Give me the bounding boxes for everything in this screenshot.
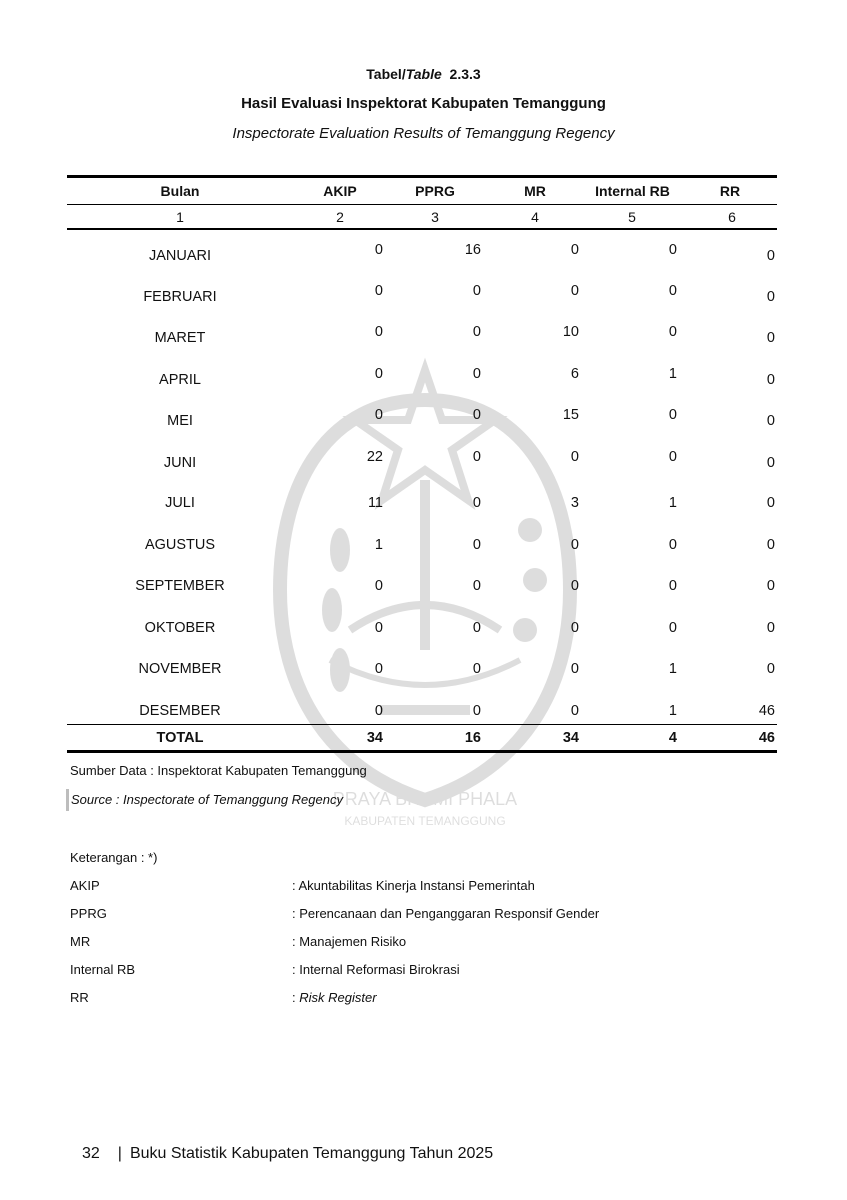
table-row — [0, 321, 847, 346]
cell-mr: 15 — [562, 407, 579, 423]
note-item — [70, 960, 770, 980]
cell-mr: 0 — [570, 537, 579, 553]
colnum-2: 2 — [336, 209, 344, 225]
cell-internal-rb: 0 — [668, 449, 677, 465]
cell-internal-rb: 0 — [668, 283, 677, 299]
cell-month: JANUARI — [148, 248, 212, 264]
cell-pprg: 0 — [472, 366, 481, 382]
header-bulan: Bulan — [160, 183, 200, 199]
cell-pprg: 0 — [472, 283, 481, 299]
cell-pprg: 0 — [472, 324, 481, 340]
cell-month: DESEMBER — [139, 703, 221, 719]
cell-rr: 0 — [766, 495, 775, 511]
cell-total-pprg: 16 — [464, 730, 481, 746]
table-row — [0, 658, 847, 680]
cell-total-label: TOTAL — [156, 730, 204, 746]
watermark-motto: PRAYA BHUMI PHALA — [332, 789, 518, 809]
cell-internal-rb: 1 — [668, 661, 677, 677]
cell-mr: 0 — [570, 578, 579, 594]
cell-total-internal-rb: 4 — [668, 730, 677, 746]
source-english: Source : Inspectorate of Temanggung Regency — [66, 789, 343, 811]
table-row — [0, 492, 847, 514]
note-key: RR — [70, 990, 89, 1005]
cell-rr: 0 — [766, 289, 775, 305]
cell-akip: 1 — [374, 537, 383, 553]
note-key: Internal RB — [70, 962, 136, 977]
footer-book-title: Buku Statistik Kabupaten Temanggung Tahun 2025 — [129, 1145, 494, 1162]
cell-internal-rb: 0 — [668, 578, 677, 594]
cell-pprg: 0 — [472, 620, 481, 636]
footer-separator: | — [117, 1145, 122, 1162]
colnum-4: 4 — [531, 209, 539, 225]
note-value: : Perencanaan dan Penganggaran Responsif Gender — [292, 906, 600, 921]
cell-month: MARET — [154, 330, 206, 346]
cell-month: FEBRUARI — [143, 289, 217, 305]
table-row — [0, 404, 847, 429]
table-row — [0, 534, 847, 556]
table-header-rule — [67, 204, 777, 205]
cell-pprg: 0 — [472, 537, 481, 553]
cell-month: AGUSTUS — [144, 537, 216, 553]
cell-internal-rb: 0 — [668, 537, 677, 553]
cell-akip: 22 — [366, 449, 383, 465]
colnum-6: 6 — [728, 209, 736, 225]
cell-akip: 0 — [374, 661, 383, 677]
colnum-5: 5 — [628, 209, 636, 225]
cell-akip: 0 — [374, 703, 383, 719]
note-value: : Internal Reformasi Birokrasi — [292, 962, 460, 977]
cell-month: OKTOBER — [144, 620, 216, 636]
cell-rr: 0 — [766, 413, 775, 429]
notes-title: Keterangan : *) — [70, 850, 158, 865]
cell-total-rr: 46 — [758, 730, 775, 746]
note-value: : Risk Register — [292, 990, 377, 1005]
note-key: PPRG — [70, 906, 107, 921]
cell-akip: 0 — [374, 283, 383, 299]
source-indonesian: Sumber Data : Inspektorat Kabupaten Temanggung — [70, 763, 367, 778]
header-pprg: PPRG — [415, 183, 455, 199]
cell-month: JULI — [165, 495, 195, 511]
cell-mr: 3 — [570, 495, 579, 511]
cell-mr: 0 — [570, 661, 579, 677]
table-row — [0, 280, 847, 305]
cell-total-mr: 34 — [562, 730, 579, 746]
cell-akip: 0 — [374, 366, 383, 382]
page-footer — [82, 1142, 493, 1166]
cell-internal-rb: 0 — [668, 407, 677, 423]
cell-mr: 0 — [570, 283, 579, 299]
table-title-english: Inspectorate Evaluation Results of Temanggung Regency — [232, 125, 615, 142]
cell-internal-rb: 0 — [668, 242, 677, 258]
cell-akip: 11 — [367, 495, 383, 511]
table-bottom-rule — [67, 750, 777, 753]
cell-rr: 0 — [766, 372, 775, 388]
table-title-block — [0, 64, 847, 144]
cell-akip: 0 — [374, 242, 383, 258]
cell-total-akip: 34 — [366, 730, 383, 746]
table-top-rule — [67, 175, 777, 178]
cell-rr: 0 — [766, 537, 775, 553]
table-row — [0, 575, 847, 597]
header-rr: RR — [719, 183, 741, 199]
table-row — [0, 446, 847, 471]
cell-internal-rb: 1 — [668, 703, 677, 719]
cell-rr: 0 — [766, 330, 775, 346]
cell-pprg: 0 — [472, 449, 481, 465]
cell-mr: 0 — [570, 449, 579, 465]
cell-pprg: 16 — [464, 242, 481, 258]
cell-rr: 0 — [766, 620, 775, 636]
cell-rr: 0 — [766, 455, 775, 471]
cell-rr: 0 — [766, 661, 775, 677]
cell-akip: 0 — [374, 620, 383, 636]
cell-internal-rb: 1 — [668, 495, 677, 511]
note-item — [70, 904, 770, 924]
cell-pprg: 0 — [472, 407, 481, 423]
note-value: : Manajemen Risiko — [292, 934, 407, 949]
cell-internal-rb: 0 — [668, 620, 677, 636]
cell-pprg: 0 — [472, 703, 481, 719]
table-row — [0, 700, 847, 722]
cell-mr: 6 — [570, 366, 579, 382]
cell-akip: 0 — [374, 407, 383, 423]
colnum-3: 3 — [431, 209, 439, 225]
note-key: MR — [70, 934, 91, 949]
cell-mr: 10 — [562, 324, 579, 340]
cell-rr: 0 — [766, 578, 775, 594]
cell-month: SEPTEMBER — [135, 578, 225, 594]
cell-internal-rb: 0 — [668, 324, 677, 340]
cell-rr: 46 — [758, 703, 775, 719]
cell-akip: 0 — [374, 324, 383, 340]
cell-mr: 0 — [570, 703, 579, 719]
note-item — [70, 932, 770, 952]
cell-pprg: 0 — [472, 661, 481, 677]
cell-pprg: 0 — [472, 495, 481, 511]
note-item — [70, 876, 770, 896]
cell-month: NOVEMBER — [138, 661, 222, 677]
cell-akip: 0 — [374, 578, 383, 594]
cell-month: APRIL — [159, 372, 201, 388]
cell-mr: 0 — [570, 242, 579, 258]
cell-month: JUNI — [163, 455, 197, 471]
cell-pprg: 0 — [472, 578, 481, 594]
table-number: Tabel/Table 2.3.3 — [366, 66, 481, 82]
note-key: AKIP — [70, 878, 100, 893]
table-total-top-rule — [67, 724, 777, 725]
colnum-1: 1 — [176, 209, 184, 225]
cell-rr: 0 — [766, 248, 775, 264]
table-total-row — [0, 727, 847, 749]
table-row — [0, 363, 847, 388]
table-title: Hasil Evaluasi Inspektorat Kabupaten Temanggung — [241, 95, 606, 112]
note-value: : Akuntabilitas Kinerja Instansi Pemerintah — [292, 878, 535, 893]
note-item — [70, 988, 770, 1008]
header-mr: MR — [524, 183, 546, 199]
header-internal-rb: Internal RB — [595, 183, 670, 199]
cell-mr: 0 — [570, 620, 579, 636]
table-row — [0, 239, 847, 264]
cell-internal-rb: 1 — [668, 366, 677, 382]
watermark-name: KABUPATEN TEMANGGUNG — [344, 814, 506, 828]
header-akip: AKIP — [323, 183, 357, 199]
table-numbers-rule — [67, 228, 777, 230]
page-number: 32 — [82, 1145, 100, 1162]
table-row — [0, 617, 847, 639]
cell-month: MEI — [167, 413, 193, 429]
